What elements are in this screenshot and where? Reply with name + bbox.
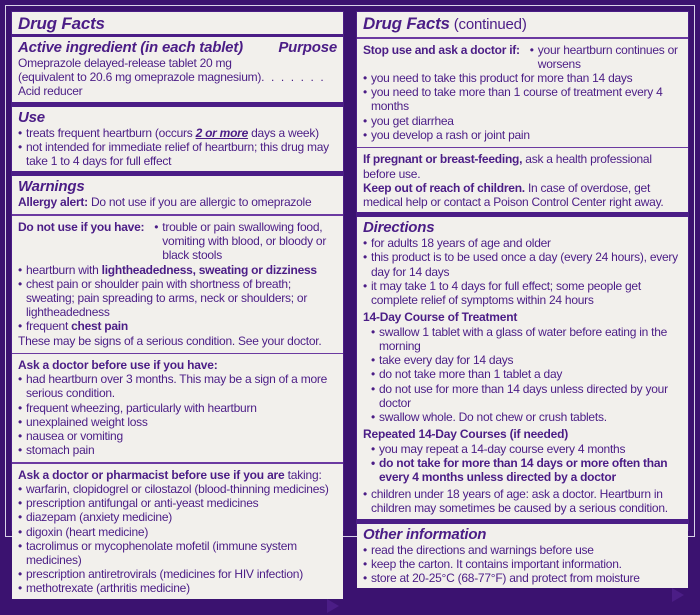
active-ingredient-heading: Active ingredient (in each tablet)	[18, 39, 243, 56]
keep-out-bold: Keep out of reach of children.	[363, 181, 525, 195]
section-active-ingredient	[12, 37, 343, 102]
list-item: • children under 18 years of age: ask a doctor. Heartburn in children may sometimes be caused by a serious condition.	[363, 487, 682, 515]
repeat-course-heading: Repeated 14-Day Courses (if needed)	[363, 427, 682, 442]
list-item: • it may take 1 to 4 days for full effect; some people get complete relief of symptoms within 24 hours	[363, 279, 682, 307]
keep-out-of-reach-line	[363, 181, 682, 209]
thin-rule	[12, 462, 343, 464]
stop-use-list	[363, 71, 682, 142]
stop-use-first-item: • your heartburn continues or worsens	[530, 43, 682, 71]
dnu-item0-pre: heartburn with	[26, 263, 102, 277]
list-item: • you need to take more than 1 course of treatment every 4 months	[363, 85, 682, 113]
list-item: • digoxin (heart medicine)	[18, 525, 337, 539]
section-ask-pharmacist	[12, 466, 343, 599]
list-item: • read the directions and warnings before use	[363, 543, 682, 557]
do-not-use-first-item: • trouble or pain swallowing food, vomiting with blood, or bloody or black stools	[154, 220, 337, 263]
ask-pharmacist-label: Ask a doctor or pharmacist before use if you are	[18, 468, 284, 482]
dnu-item0-bold: lightheadedness, sweating or dizziness	[102, 263, 317, 277]
list-item: • swallow whole. Do not chew or crush tablets.	[363, 410, 682, 424]
stop-use-headrow	[363, 43, 682, 71]
list-item: • diazepam (anxiety medicine)	[18, 510, 337, 524]
stop-use-label: Stop use and ask a doctor if:	[363, 43, 520, 57]
dnu-item2-bold: chest pain	[71, 319, 128, 333]
repeat-course-list	[363, 442, 682, 485]
dnu-item1-pre: chest pain or shoulder pain with shortness of breath; sweating; pain spreading to arms, neck or shoulders; or lightheadedness	[26, 277, 307, 319]
active-ingredient-equivalent: (equivalent to 20.6 mg omeprazole magnesium)	[18, 70, 261, 84]
list-item: • do not take for more than 14 days or more often than every 4 months unless directed by a doctor	[363, 456, 682, 484]
directions-heading: Directions	[363, 219, 682, 236]
list-item: • take every day for 14 days	[363, 353, 682, 367]
list-item: • swallow 1 tablet with a glass of water before eating in the morning	[363, 325, 682, 353]
list-item: • this product is to be used once a day (every 24 hours), every day for 14 days	[363, 250, 682, 278]
continued-label: (continued)	[450, 16, 527, 33]
pregnancy-bold: If pregnant or breast-feeding,	[363, 152, 522, 166]
label-columns	[9, 9, 691, 533]
ask-pharmacist-suffix: taking:	[284, 468, 321, 482]
use-item1-emphasis: 2 or more	[196, 126, 248, 140]
triangle-right-icon	[327, 599, 339, 613]
list-item: • stomach pain	[18, 443, 337, 457]
pregnancy-line	[363, 152, 682, 180]
section-ask-doctor	[12, 356, 343, 460]
section-do-not-use	[12, 218, 343, 351]
active-ingredient-line1: Omeprazole delayed-release tablet 20 mg	[18, 56, 337, 70]
list-item: • unexplained weight loss	[18, 415, 337, 429]
course-heading: 14-Day Course of Treatment	[363, 310, 682, 325]
page-title	[12, 12, 343, 34]
ask-pharmacist-headrow	[18, 468, 337, 482]
list-item: • not intended for immediate relief of heartburn; this drug may take 1 to 4 days for full effect	[18, 140, 337, 168]
list-item: • tacrolimus or mycophenolate mofetil (immune system medicines)	[18, 539, 337, 567]
drug-facts-title-text: Drug Facts	[363, 14, 450, 33]
list-item: • you need to take this product for more than 14 days	[363, 71, 682, 85]
section-directions	[357, 217, 688, 518]
section-warnings	[12, 176, 343, 212]
triangle-right-icon	[672, 588, 684, 602]
ask-doctor-heading: Ask a doctor before use if you have:	[18, 358, 337, 372]
list-item	[18, 263, 337, 277]
allergy-alert-text: Do not use if you are allergic to omeprazole	[88, 195, 312, 209]
other-information-heading: Other information	[363, 526, 682, 543]
list-item: • warfarin, clopidogrel or cilostazol (blood-thinning medicines)	[18, 482, 337, 496]
ask-pharmacist-list	[18, 482, 337, 596]
right-continuation-row	[357, 588, 688, 604]
use-list	[18, 126, 337, 169]
active-ingredient-line2	[18, 70, 337, 98]
list-item	[18, 277, 337, 320]
allergy-alert	[18, 195, 337, 209]
left-column-panel	[11, 11, 344, 531]
list-item: • for adults 18 years of age and older	[363, 236, 682, 250]
list-item: • keep the carton. It contains important information.	[363, 557, 682, 571]
drug-facts-title-text: Drug Facts	[18, 14, 105, 33]
allergy-alert-label: Allergy alert:	[18, 195, 88, 209]
thin-rule	[357, 37, 688, 39]
list-item	[18, 126, 337, 140]
list-item: • nausea or vomiting	[18, 429, 337, 443]
use-item1-pre: treats frequent heartburn (occurs	[26, 126, 196, 140]
course-list	[363, 325, 682, 424]
warnings-closing: These may be signs of a serious condition. See your doctor.	[18, 334, 337, 348]
list-item: • store at 20-25°C (68-77°F) and protect from moisture	[363, 571, 682, 585]
right-column-panel	[356, 11, 689, 531]
children-list	[363, 487, 682, 515]
thin-rule	[12, 214, 343, 216]
section-other-information	[357, 524, 688, 589]
active-ingredient-headrow	[18, 39, 337, 56]
list-item: • you develop a rash or joint pain	[363, 128, 682, 142]
use-item1-post: days a week)	[248, 126, 319, 140]
list-item: • had heartburn over 3 months. This may be a sign of a more serious condition.	[18, 372, 337, 400]
left-continuation-row	[12, 599, 343, 615]
list-item: • frequent wheezing, particularly with heartburn	[18, 401, 337, 415]
left-column	[9, 9, 346, 533]
list-item: • methotrexate (arthritis medicine)	[18, 581, 337, 595]
thin-rule	[12, 353, 343, 355]
section-use	[12, 107, 343, 172]
purpose-heading: Purpose	[278, 39, 337, 56]
pregnancy-text: ask a health professional before use.	[363, 152, 652, 180]
list-item: • you get diarrhea	[363, 114, 682, 128]
use-heading: Use	[18, 109, 337, 126]
directions-list	[363, 236, 682, 307]
thin-rule	[357, 147, 688, 149]
list-item: • prescription antiretrovirals (medicines for HIV infection)	[18, 567, 337, 581]
list-item	[18, 319, 337, 333]
dnu-item2-pre: frequent	[26, 319, 71, 333]
list-item: • do not take more than 1 tablet a day	[363, 367, 682, 381]
keep-out-text: In case of overdose, get medical help or contact a Poison Control Center right away.	[363, 181, 664, 209]
section-pregnancy-warning	[357, 150, 688, 212]
dot-leader: . . . . . . .	[261, 70, 325, 84]
warnings-heading: Warnings	[18, 178, 337, 195]
section-stop-use	[357, 41, 688, 145]
list-item: • do not use for more than 14 days unless directed by your doctor	[363, 382, 682, 410]
list-item: • you may repeat a 14-day course every 4 months	[363, 442, 682, 456]
do-not-use-headrow	[18, 220, 337, 263]
do-not-use-list	[18, 263, 337, 334]
list-item: • prescription antifungal or anti-yeast medicines	[18, 496, 337, 510]
purpose-value: Acid reducer	[18, 84, 82, 98]
page-title-continued	[357, 12, 688, 35]
other-information-list	[363, 543, 682, 586]
ask-doctor-list	[18, 372, 337, 457]
right-column	[354, 9, 691, 533]
do-not-use-label: Do not use if you have:	[18, 220, 144, 234]
